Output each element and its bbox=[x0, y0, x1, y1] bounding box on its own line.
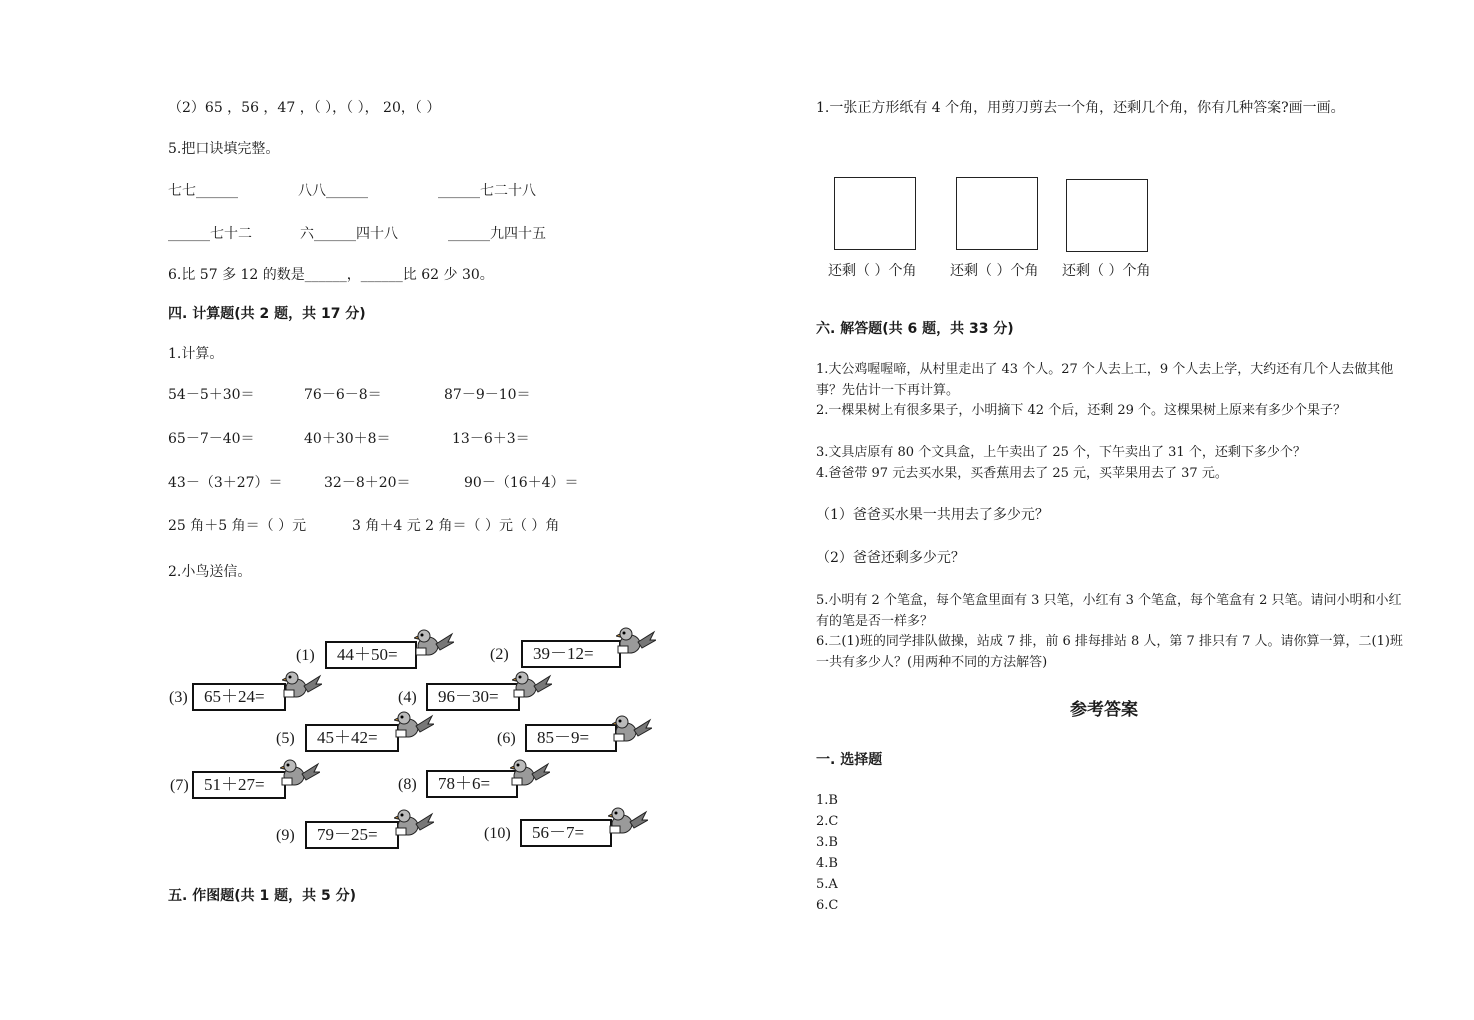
answer-section-1: 一. 选择题 bbox=[816, 752, 883, 768]
bird-expression: 56－7= bbox=[520, 819, 612, 847]
bird-expression: 39－12= bbox=[521, 640, 621, 668]
bird-expression: 51＋27= bbox=[192, 771, 286, 799]
bird-icon bbox=[414, 626, 454, 662]
calc-item: 13－6＋3＝ bbox=[452, 431, 530, 447]
remain-label: 还剩（ ）个角 bbox=[950, 263, 1039, 279]
bird-num: (1) bbox=[296, 647, 315, 664]
bird-expression: 85－9= bbox=[525, 724, 617, 752]
square-drawing bbox=[956, 177, 1038, 250]
calc-item: 76－6－8＝ bbox=[304, 387, 382, 403]
koujue-2: 八八______ bbox=[298, 183, 368, 199]
remain-label: 还剩（ ）个角 bbox=[1062, 263, 1151, 279]
bird-num: (6) bbox=[497, 730, 516, 747]
section-5-title: 五. 作图题(共 1 题，共 5 分) bbox=[168, 888, 356, 904]
bird-num: (8) bbox=[398, 776, 417, 793]
bird-expression: 44＋50= bbox=[325, 641, 417, 669]
problem-3: 3.文具店原有 80 个文具盒，上午卖出了 25 个，下午卖出了 31 个，还剩下多少个？ bbox=[816, 445, 1306, 460]
bird-icon bbox=[394, 708, 434, 744]
remain-label: 还剩（ ）个角 bbox=[828, 263, 917, 279]
koujue-1: 七七______ bbox=[168, 183, 238, 199]
bird-icon bbox=[280, 756, 320, 792]
bird-intro: 2.小鸟送信。 bbox=[168, 564, 252, 580]
money-item: 25 角＋5 角＝（ ）元 bbox=[168, 518, 307, 534]
problem-1: 1.大公鸡喔喔啼，从村里走出了 43 个人。27 个人去上工，9 个人去上学，大约还有几个人去做其他事？先估计一下再计算。 bbox=[816, 362, 1394, 398]
bird-icon bbox=[608, 804, 648, 840]
calc-item: 65－7－40＝ bbox=[168, 431, 255, 447]
answer-item: 4.B bbox=[816, 856, 838, 871]
bird-icon bbox=[616, 624, 656, 660]
answer-item: 5.A bbox=[816, 877, 838, 892]
problem-4: 4.爸爸带 97 元去买水果，买香蕉用去了 25 元，买苹果用去了 37 元。 bbox=[816, 466, 1228, 481]
bird-icon bbox=[612, 712, 652, 748]
bird-expression: 65＋24= bbox=[192, 683, 286, 711]
square-drawing bbox=[1066, 179, 1148, 252]
bird-num: (4) bbox=[398, 689, 417, 706]
square-drawing bbox=[834, 177, 916, 250]
question-6: 6.比 57 多 12 的数是______，______比 62 少 30。 bbox=[168, 267, 494, 283]
bird-icon bbox=[512, 668, 552, 704]
bird-num: (5) bbox=[276, 730, 295, 747]
answer-item: 1.B bbox=[816, 793, 838, 808]
koujue-5: 六______四十八 bbox=[300, 226, 398, 242]
calc-item: 54－5＋30＝ bbox=[168, 387, 255, 403]
bird-num: (7) bbox=[170, 777, 189, 794]
koujue-3: ______七二十八 bbox=[438, 183, 536, 199]
bird-icon bbox=[282, 668, 322, 704]
koujue-4: ______七十二 bbox=[168, 226, 252, 242]
calc-item: 43－（3＋27）＝ bbox=[168, 475, 283, 491]
bird-expression: 96－30= bbox=[426, 683, 520, 711]
money-item: 3 角＋4 元 2 角＝（ ）元（ ）角 bbox=[352, 518, 560, 534]
bird-num: (3) bbox=[169, 689, 188, 706]
bird-expression: 78＋6= bbox=[426, 770, 518, 798]
section-4-title: 四. 计算题(共 2 题，共 17 分) bbox=[168, 306, 366, 322]
answer-title: 参考答案 bbox=[1070, 700, 1138, 720]
problem-5: 5.小明有 2 个笔盒，每个笔盒里面有 3 只笔，小红有 3 个笔盒，每个笔盒有 2 只笔。请问小明和小红有的笔是否一样多？ bbox=[816, 593, 1402, 629]
question-4-2: （2）65 ，56 ，47 ，（ ），（ ）， 20，（ ） bbox=[168, 100, 441, 116]
calc-item: 32－8＋20＝ bbox=[324, 475, 411, 491]
problem-4-1: （1）爸爸买水果一共用去了多少元？ bbox=[816, 507, 1049, 523]
answer-item: 6.C bbox=[816, 898, 839, 913]
calc-item: 40＋30＋8＝ bbox=[304, 431, 391, 447]
question-5: 5.把口诀填完整。 bbox=[168, 141, 280, 157]
bird-icon bbox=[394, 806, 434, 842]
problem-6: 6.二(1)班的同学排队做操，站成 7 排，前 6 排每排站 8 人，第 7 排只有 7 人。请你算一算，二(1)班一共有多少人？(用两种不同的方法解答) bbox=[816, 634, 1403, 670]
answer-item: 3.B bbox=[816, 835, 838, 850]
section-6-title: 六. 解答题(共 6 题，共 33 分) bbox=[816, 321, 1014, 337]
problem-4-2: （2）爸爸还剩多少元？ bbox=[816, 550, 965, 566]
calc-item: 90－（16＋4）＝ bbox=[464, 475, 579, 491]
bird-icon bbox=[510, 756, 550, 792]
bird-num: (9) bbox=[276, 827, 295, 844]
answer-item: 2.C bbox=[816, 814, 839, 829]
bird-expression: 79－25= bbox=[305, 821, 399, 849]
problem-2: 2.一棵果树上有很多果子，小明摘下 42 个后，还剩 29 个。这棵果树上原来有多少个果子？ bbox=[816, 403, 1347, 418]
bird-expression: 45＋42= bbox=[305, 724, 399, 752]
calc-intro: 1.计算。 bbox=[168, 346, 224, 362]
bird-num: (10) bbox=[484, 825, 511, 842]
draw-question: 1.一张正方形纸有 4 个角，用剪刀剪去一个角，还剩几个角，你有几种答案?画一画。 bbox=[816, 100, 1345, 116]
koujue-6: ______九四十五 bbox=[448, 226, 546, 242]
bird-num: (2) bbox=[490, 646, 509, 663]
calc-item: 87－9－10＝ bbox=[444, 387, 531, 403]
